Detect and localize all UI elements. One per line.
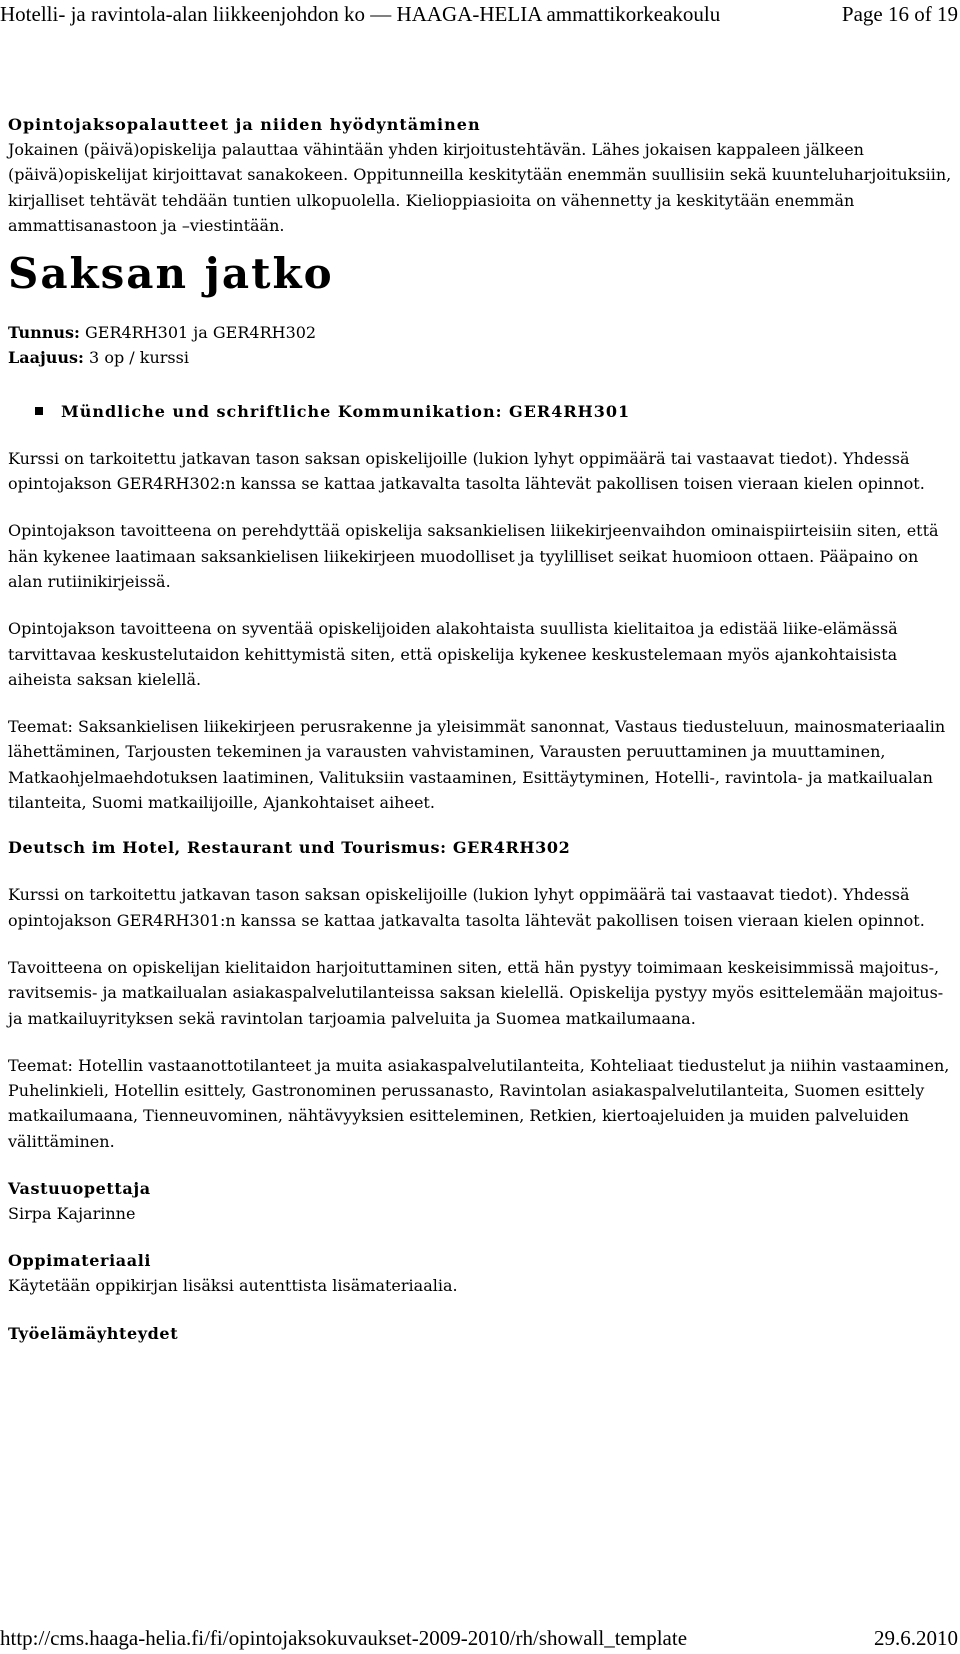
course2-paragraph-1: Kurssi on tarkoitettu jatkavan tason saksan opiskelijoille (lukion lyhyt oppimäärä tai vastaavat tiedot). Yhdessä opintojakson GER4RH301:n kanssa se kattaa jatkavalta tasolta lähtevät pakollisen toisen vieraan kielen opinnot. — [8, 885, 925, 930]
course1-paragraph-3: Opintojakson tavoitteena on syventää opiskelijoiden alakohtaista suullista kielitaitoa ja edistää liike-elämässä tarvittavaa keskustelutaidon kehittymistä siten, että opiskelija kykenee keskustelemaan myös ajankohtaisista aiheista saksan kielellä. — [8, 619, 898, 689]
course1-themes: Teemat: Saksankielisen liikekirjeen perusrakenne ja yleisimmät sanonnat, Vastaus tiedusteluun, mainosmateriaalin lähettäminen, Tarjousten tekeminen ja varausten vahvistaminen, Varausten peruuttaminen ja muuttaminen, Matkaohjelmaehdotuksen laatiminen, Valituksiin vastaaminen, Esittäytyminen, Hotelli-, ravintola- ja matkailualan tilanteita, Suomi matkailijoille, Ajankohtaiset aiheet. — [8, 717, 946, 813]
course1-paragraph-1: Kurssi on tarkoitettu jatkavan tason saksan opiskelijoille (lukion lyhyt oppimäärä tai vastaavat tiedot). Yhdessä opintojakson GER4RH302:n kanssa se kattaa jatkavalta tasolta lähtevät pakollisen toisen vieraan kielen opinnot. — [8, 448, 925, 494]
materials-text: Käytetään oppikirjan lisäksi autenttista lisämateriaalia. — [8, 1276, 458, 1296]
course-meta — [8, 320, 953, 371]
scope-label: Laajuus: — [8, 348, 84, 368]
code-row — [8, 320, 953, 345]
page-content — [8, 112, 953, 1346]
source-url: http://cms.haaga-helia.fi/fi/opintojaksokuvaukset-2009-2010/rh/showall_template — [0, 1626, 688, 1650]
course1-bullet-item — [35, 399, 953, 424]
responsible-teacher-label: Vastuuopettaja — [8, 1179, 151, 1199]
document-title: Hotelli- ja ravintola-alan liikkeenjohdon ko — HAAGA-HELIA ammattikorkeakoulu — [0, 2, 721, 26]
print-date: 29.6.2010 — [874, 1626, 958, 1650]
course2-themes: Teemat: Hotellin vastaanottotilanteet ja muita asiakaspalvelutilanteita, Kohteliaat tiedustelut ja niihin vastaaminen, Puhelinkieli, Hotellin esittely, Gastronominen perussanasto, Ravintolan asiakaspalvelutilanteita, Suomen esittely matkailumaana, Tienneuvominen, nähtävyyksien esitteleminen, Retkien, kiertoajeluiden ja muiden palveluiden välittäminen. — [8, 1055, 950, 1151]
running-header — [0, 0, 960, 30]
scope-value: 3 op / kurssi — [89, 348, 189, 368]
page-title: Saksan jatko — [8, 249, 334, 299]
worklife-label: Työelämäyhteydet — [8, 1323, 179, 1343]
feedback-heading: Opintojaksopalautteet ja niiden hyödyntäminen — [8, 115, 481, 134]
scope-row — [8, 345, 953, 370]
materials-label: Oppimateriaali — [8, 1251, 152, 1271]
course2-title: Deutsch im Hotel, Restaurant und Tourismus: GER4RH302 — [8, 838, 571, 858]
course1-title: Mündliche und schriftliche Kommunikation: GER4RH301 — [61, 401, 631, 421]
feedback-text: Jokainen (päivä)opiskelija palauttaa vähintään yhden kirjoitustehtävän. Lähes jokaisen kappaleen jälkeen (päivä)opiskelijat kirjoittavat sanakokeen. Oppitunneilla keskitytään enemmän suullisiin sekä kuunteluharjoituksiin, kirjalliset tehtävät tehdään tuntien ulkopuolella. Kielioppiasioita on vähennetty ja keskitytään enemmän ammattisanastoon ja –viestintään. — [8, 140, 952, 235]
responsible-teacher-name: Sirpa Kajarinne — [8, 1204, 136, 1224]
bullet-icon — [35, 407, 43, 415]
course1-paragraph-2: Opintojakson tavoitteena on perehdyttää opiskelija saksankielisen liikekirjeenvaihdon ominaispiirteisiin siten, että hän kykenee laatimaan saksankielisen liikekirjeen muodolliset ja tyylilliset seikat huomioon ottaen. Pääpaino on alan rutiinikirjeissä. — [8, 521, 939, 591]
course2-paragraph-2: Tavoitteena on opiskelijan kielitaidon harjoituttaminen siten, että hän pystyy toimimaan keskeisimmissä majoitus-, ravitsemis- ja matkailualan asiakaspalvelutilanteissa saksan kielellä. Opiskelija pystyy myös esittelemään majoitus- ja matkailuyrityksen sekä ravintolan tarjoamia palveluita ja Suomea matkailumaana. — [8, 957, 944, 1028]
code-value: GER4RH301 ja GER4RH302 — [84, 323, 317, 343]
running-footer — [0, 1624, 960, 1654]
page-number: Page 16 of 19 — [841, 2, 958, 26]
code-label: Tunnus: — [8, 323, 80, 343]
